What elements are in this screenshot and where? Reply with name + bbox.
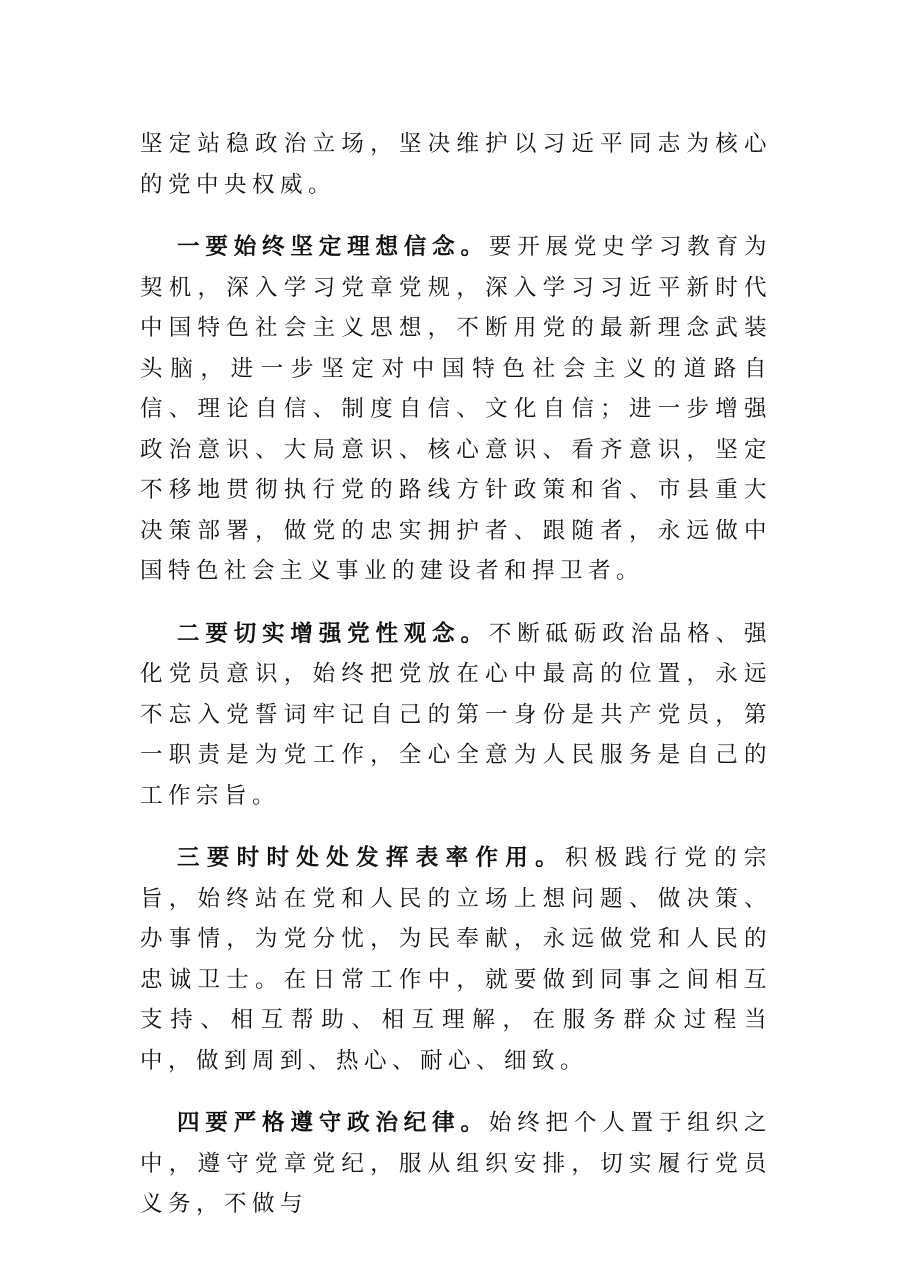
paragraph-heading: 四要严格遵守政治纪律。 xyxy=(177,1110,489,1136)
paragraph-2 xyxy=(140,614,772,817)
paragraph-text: 始终把个人置于组织之中，遵守党章党纪，服从组织安排，切实履行党员义务，不做与 xyxy=(140,1110,772,1217)
paragraph-3 xyxy=(140,838,772,1081)
document-body xyxy=(140,124,772,1247)
paragraph-continuation xyxy=(140,124,772,205)
paragraph-heading: 三要时时处处发挥表率作用。 xyxy=(177,845,565,871)
paragraph-heading: 二要切实增强党性观念。 xyxy=(177,620,489,647)
paragraph-text: 要开展党史学习教育为契机，深入学习党章党规，深入学习习近平新时代中国特色社会主义思想，不断用党的最新理念武装头脑，进一步坚定对中国特色社会主义的道路自信、理论自信、制度自信、文化自信；进一步增强政治意识、大局意识、核心意识、看齐意识，坚定不移地贯彻执行党的路线方针政策和省、市县重大决策部署，做党的忠实拥护者、跟随者，永远做中国特色社会主义事业的建设者和捍卫者。 xyxy=(140,234,772,584)
paragraph-text: 坚定站稳政治立场，坚决维护以习近平同志为核心的党中央权威。 xyxy=(140,131,772,198)
paragraph-text: 不断砥砺政治品格、强化党员意识，始终把党放在心中最高的位置，永远不忘入党誓词牢记自己的第一身份是共产党员，第一职责是为党工作，全心全意为人民服务是自己的工作宗旨。 xyxy=(140,620,772,809)
paragraph-text: 积极践行党的宗旨，始终站在党和人民的立场上想问题、做决策、办事情，为党分忧，为民奉献，永远做党和人民的忠诚卫士。在日常工作中，就要做到同事之间相互支持、相互帮助、相互理解，在服务群众过程当中，做到周到、热心、耐心、细致。 xyxy=(140,845,772,1074)
paragraph-4 xyxy=(140,1103,772,1225)
paragraph-1 xyxy=(140,227,772,592)
paragraph-heading: 一要始终坚定理想信念。 xyxy=(177,234,489,260)
